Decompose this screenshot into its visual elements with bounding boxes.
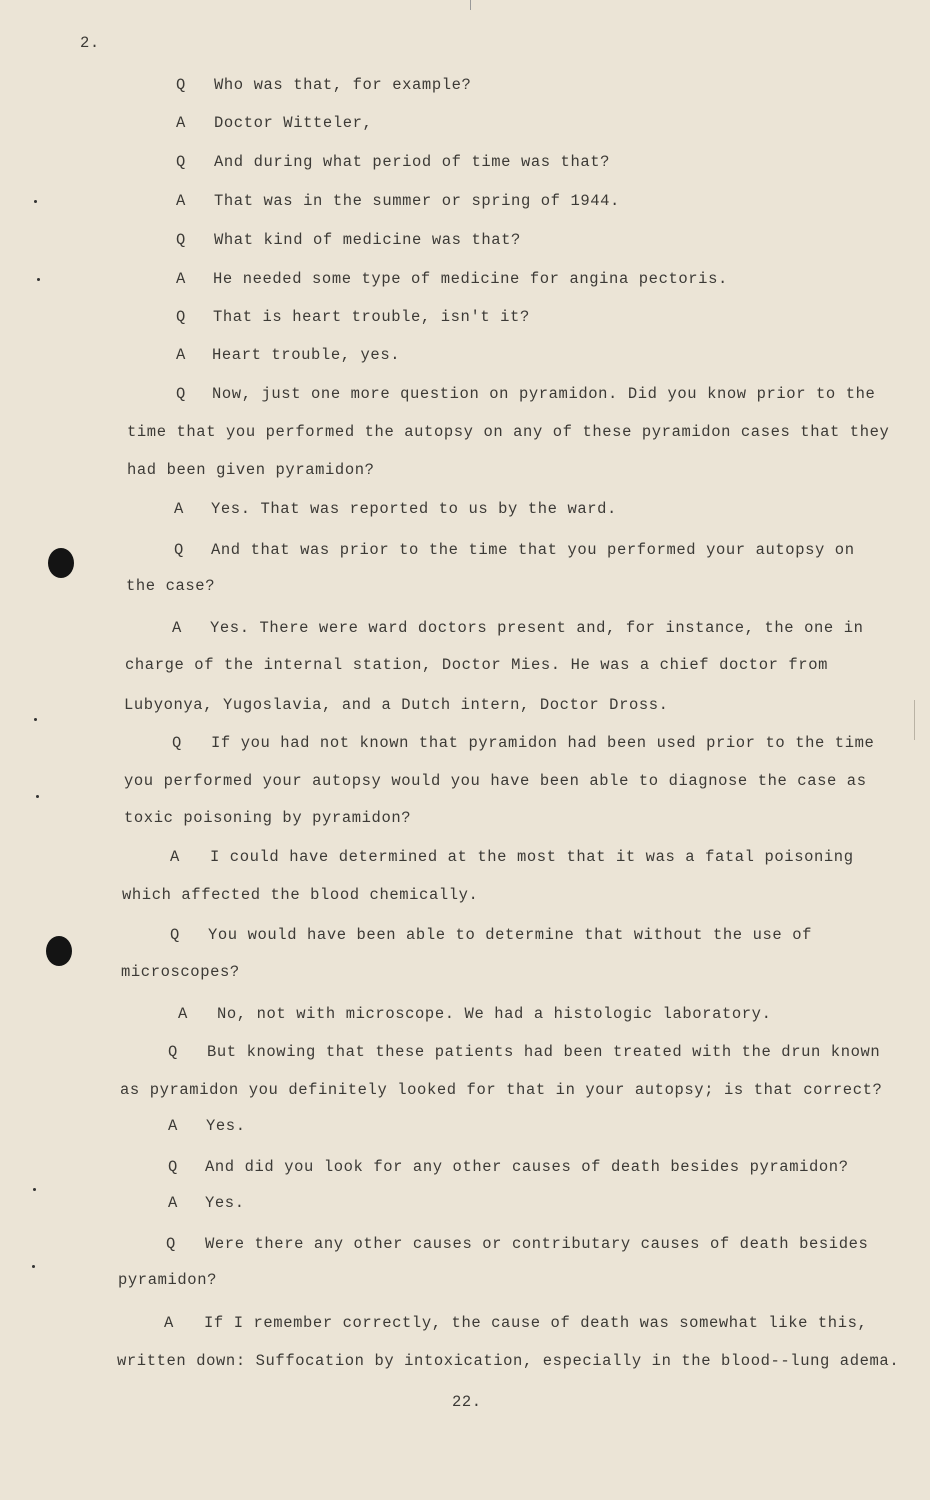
question-marker: Q bbox=[166, 1235, 176, 1253]
paper-fold-mark bbox=[914, 700, 915, 740]
margin-speck bbox=[33, 1188, 36, 1191]
transcript-line: microscopes? bbox=[121, 963, 240, 981]
page-number: 22. bbox=[452, 1393, 482, 1411]
transcript-line: time that you performed the autopsy on any of these pyramidon cases that they bbox=[127, 423, 890, 441]
transcript-line: toxic poisoning by pyramidon? bbox=[124, 809, 412, 827]
margin-speck bbox=[36, 795, 39, 798]
answer-marker: A bbox=[172, 619, 182, 637]
transcript-line: Lubyonya, Yugoslavia, and a Dutch intern, Doctor Dross. bbox=[124, 696, 669, 714]
transcript-line: Doctor Witteler, bbox=[214, 114, 373, 132]
transcript-line: Yes. bbox=[205, 1194, 245, 1212]
transcript-line: had been given pyramidon? bbox=[127, 461, 375, 479]
answer-marker: A bbox=[176, 192, 186, 210]
question-marker: Q bbox=[176, 76, 186, 94]
transcript-line: Yes. There were ward doctors present and, for instance, the one in bbox=[210, 619, 864, 637]
margin-speck bbox=[34, 718, 37, 721]
transcript-line: Yes. bbox=[206, 1117, 246, 1135]
transcript-line: What kind of medicine was that? bbox=[214, 231, 521, 249]
transcript-line: as pyramidon you definitely looked for that in your autopsy; is that correct? bbox=[120, 1081, 883, 1099]
transcript-line: If you had not known that pyramidon had been used prior to the time bbox=[211, 734, 875, 752]
transcript-line: charge of the internal station, Doctor Mies. He was a chief doctor from bbox=[125, 656, 829, 674]
answer-marker: A bbox=[176, 114, 186, 132]
transcript-line: you performed your autopsy would you have been able to diagnose the case as bbox=[124, 772, 867, 790]
transcript-line: written down: Suffocation by intoxication, especially in the blood--lung adema. bbox=[117, 1352, 900, 1370]
question-marker: Q bbox=[176, 231, 186, 249]
answer-marker: A bbox=[164, 1314, 174, 1332]
answer-marker: A bbox=[170, 848, 180, 866]
answer-marker: A bbox=[178, 1005, 188, 1023]
transcript-line: No, not with microscope. We had a histologic laboratory. bbox=[217, 1005, 772, 1023]
transcript-line: Heart trouble, yes. bbox=[212, 346, 401, 364]
transcript-line: And during what period of time was that? bbox=[214, 153, 611, 171]
question-marker: Q bbox=[176, 385, 186, 403]
transcript-line: Now, just one more question on pyramidon. Did you know prior to the bbox=[212, 385, 876, 403]
answer-marker: A bbox=[176, 270, 186, 288]
transcript-line: pyramidon? bbox=[118, 1271, 218, 1289]
transcript-line: And did you look for any other causes of death besides pyramidon? bbox=[205, 1158, 849, 1176]
transcript-line: That is heart trouble, isn't it? bbox=[213, 308, 530, 326]
transcript-line: He needed some type of medicine for angina pectoris. bbox=[213, 270, 728, 288]
transcript-line: If I remember correctly, the cause of death was somewhat like this, bbox=[204, 1314, 868, 1332]
punch-hole bbox=[48, 548, 74, 578]
question-marker: Q bbox=[172, 734, 182, 752]
transcript-line: I could have determined at the most that it was a fatal poisoning bbox=[210, 848, 854, 866]
question-marker: Q bbox=[168, 1158, 178, 1176]
transcript-line: Who was that, for example? bbox=[214, 76, 472, 94]
answer-marker: A bbox=[168, 1117, 178, 1135]
question-marker: Q bbox=[176, 308, 186, 326]
question-marker: Q bbox=[176, 153, 186, 171]
page-marker: 2. bbox=[80, 34, 100, 52]
question-marker: Q bbox=[174, 541, 184, 559]
transcript-line: which affected the blood chemically. bbox=[122, 886, 479, 904]
margin-speck bbox=[32, 1265, 35, 1268]
transcript-line: Were there any other causes or contributary causes of death besides bbox=[205, 1235, 869, 1253]
margin-speck bbox=[37, 278, 40, 281]
answer-marker: A bbox=[176, 346, 186, 364]
top-edge-mark bbox=[470, 0, 471, 10]
transcript-line: You would have been able to determine that without the use of bbox=[208, 926, 812, 944]
answer-marker: A bbox=[168, 1194, 178, 1212]
question-marker: Q bbox=[170, 926, 180, 944]
transcript-line: But knowing that these patients had been treated with the drun known bbox=[207, 1043, 881, 1061]
question-marker: Q bbox=[168, 1043, 178, 1061]
transcript-line: That was in the summer or spring of 1944. bbox=[214, 192, 620, 210]
punch-hole bbox=[46, 936, 72, 966]
answer-marker: A bbox=[174, 500, 184, 518]
transcript-line: Yes. That was reported to us by the ward. bbox=[211, 500, 617, 518]
transcript-line: And that was prior to the time that you performed your autopsy on bbox=[211, 541, 855, 559]
transcript-line: the case? bbox=[126, 577, 216, 595]
margin-speck bbox=[34, 200, 37, 203]
